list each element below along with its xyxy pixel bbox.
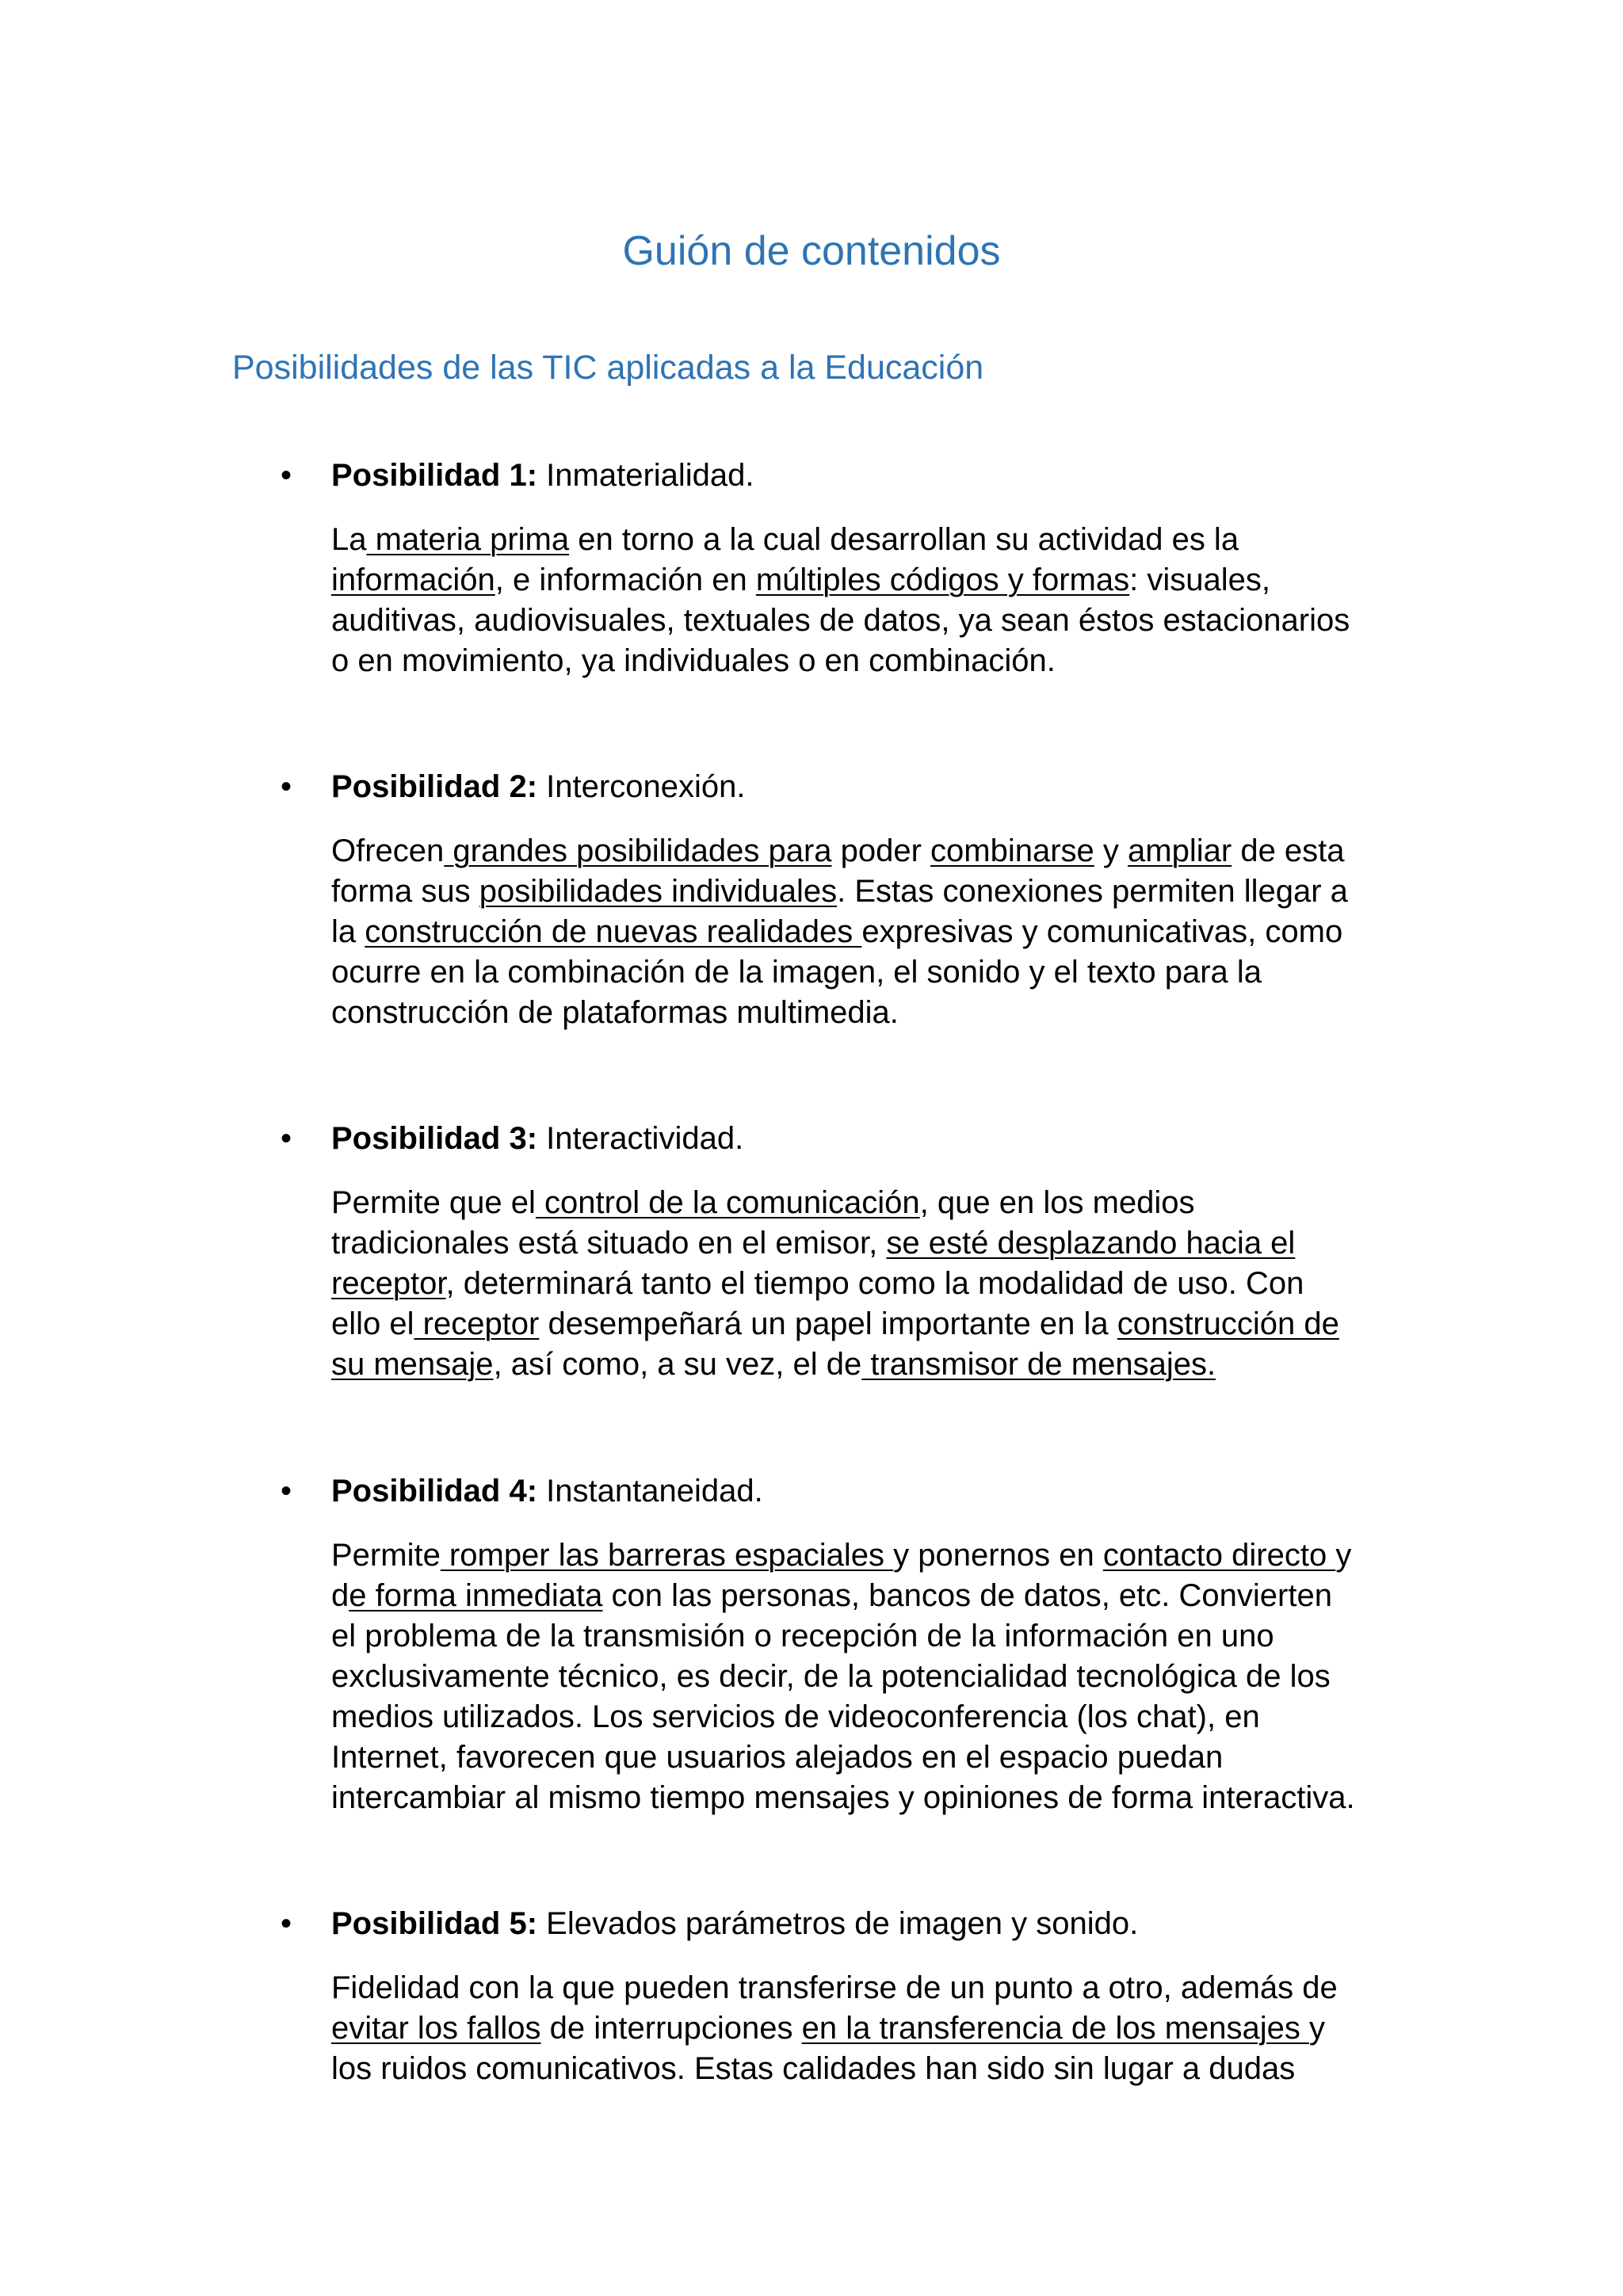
paragraph-line — [331, 1697, 1393, 1737]
text-run: Permite — [331, 1538, 441, 1573]
item-label: Posibilidad 3: — [331, 1121, 538, 1156]
paragraph-line — [331, 1737, 1393, 1778]
paragraph-line — [331, 560, 1393, 601]
underlined-text: transmisor de mensajes. — [861, 1347, 1216, 1382]
text-run: o en movimiento, ya individuales o en combinación. — [331, 643, 1056, 678]
text-run: forma sus — [331, 874, 479, 909]
text-run: y ponernos en — [893, 1538, 1103, 1573]
paragraph-line — [331, 831, 1393, 871]
bullet-icon: • — [281, 458, 292, 493]
paragraph-line — [331, 641, 1393, 681]
text-run: la — [331, 914, 365, 949]
text-run: en torno a la cual desarrollan su actividad es la — [569, 522, 1239, 557]
item-paragraph — [331, 520, 1393, 681]
text-run: el problema de la transmisión o recepción de la información en uno — [331, 1619, 1274, 1653]
text-run: , determinará tanto el tiempo como la modalidad de uso. Con — [445, 1266, 1304, 1301]
text-run: y — [1094, 833, 1128, 868]
text-run: ocurre en la combinación de la imagen, el sonido y el texto para la — [331, 955, 1262, 990]
paragraph-line — [331, 601, 1393, 641]
text-run: Ofrecen — [331, 833, 445, 868]
text-run: de esta — [1232, 833, 1345, 868]
underlined-text: contacto directo — [1102, 1538, 1336, 1573]
paragraph-line — [331, 952, 1393, 993]
text-run: de interrupciones — [540, 2011, 802, 2046]
item-paragraph — [331, 831, 1393, 1033]
underlined-text: control de la comunicación — [535, 1185, 920, 1220]
text-run: expresivas y comunicativas, como — [861, 914, 1343, 949]
text-run: exclusivamente técnico, es decir, de la potencialidad tecnológica de los — [331, 1659, 1331, 1694]
paragraph-line — [331, 1778, 1393, 1818]
text-run: . Estas conexiones permiten llegar a — [837, 874, 1348, 909]
paragraph-line — [331, 993, 1393, 1033]
text-run: Internet, favorecen que usuarios alejados en el espacio puedan — [331, 1740, 1224, 1775]
paragraph-line — [331, 520, 1393, 560]
item-paragraph — [331, 1968, 1393, 2089]
paragraph-line — [331, 2049, 1393, 2089]
text-run: intercambiar al mismo tiempo mensajes y opiniones de forma interactiva. — [331, 1780, 1355, 1815]
item-label: Posibilidad 5: — [331, 1906, 538, 1941]
text-run: d — [331, 1578, 349, 1613]
item-name: Inmaterialidad. — [537, 458, 754, 493]
item-heading — [331, 1118, 743, 1159]
text-run: Fidelidad con la que pueden transferirse de un punto a otro, además de — [331, 1970, 1338, 2005]
text-run: ello el — [331, 1306, 414, 1341]
underlined-text: receptor — [414, 1306, 540, 1341]
paragraph-line — [331, 1183, 1393, 1223]
underlined-text: construcción de — [1117, 1306, 1339, 1341]
underlined-text: se esté desplazando hacia el — [886, 1226, 1296, 1261]
underlined-text: posibilidades individuales — [479, 874, 838, 909]
item-name: Interactividad. — [537, 1121, 744, 1156]
paragraph-line — [331, 1968, 1393, 2008]
underlined-text: receptor — [331, 1266, 446, 1301]
text-run: los ruidos comunicativos. Estas calidades han sido sin lugar a dudas — [331, 2051, 1296, 2086]
text-run: , así como, a su vez, el de — [493, 1347, 862, 1382]
text-run: Permite que el — [331, 1185, 536, 1220]
paragraph-line — [331, 1223, 1393, 1264]
text-run: con las personas, bancos de datos, etc. Convierten — [602, 1578, 1332, 1613]
document-title: Guión de contenidos — [622, 228, 1001, 274]
item-name: Instantaneidad. — [537, 1474, 763, 1508]
underlined-text: múltiples códigos y formas — [755, 563, 1130, 597]
item-label: Posibilidad 1: — [331, 458, 538, 493]
underlined-text: su mensaje — [331, 1347, 494, 1382]
underlined-text: e forma inmediata — [349, 1578, 603, 1613]
paragraph-line — [331, 1576, 1393, 1616]
item-label: Posibilidad 2: — [331, 769, 538, 804]
underlined-text: en la transferencia de los mensajes — [801, 2011, 1310, 2046]
item-heading — [331, 1903, 1138, 1944]
text-run: tradicionales está situado en el emisor, — [331, 1226, 887, 1261]
paragraph-line — [331, 1264, 1393, 1304]
item-heading — [331, 455, 754, 496]
text-run: : visuales, — [1129, 563, 1270, 597]
underlined-text: evitar los fallos — [331, 2011, 541, 2046]
section-heading: Posibilidades de las TIC aplicadas a la Educación — [232, 349, 984, 387]
underlined-text: información — [331, 563, 495, 597]
paragraph-line — [331, 1616, 1393, 1657]
text-run: y — [1309, 2011, 1326, 2046]
bullet-icon: • — [281, 1906, 292, 1941]
paragraph-line — [331, 1344, 1393, 1385]
underlined-text: materia prima — [366, 522, 570, 557]
item-paragraph — [331, 1535, 1393, 1818]
text-run: poder — [831, 833, 931, 868]
item-label: Posibilidad 4: — [331, 1474, 538, 1508]
text-run: construcción de plataformas multimedia. — [331, 995, 899, 1030]
text-run: desempeñará un papel importante en la — [539, 1306, 1117, 1341]
text-run: y — [1335, 1538, 1352, 1573]
underlined-text: construcción de nuevas realidades — [365, 914, 862, 949]
text-run: La — [331, 522, 367, 557]
bullet-icon: • — [281, 1121, 292, 1156]
item-heading — [331, 766, 745, 807]
paragraph-line — [331, 1304, 1393, 1344]
item-paragraph — [331, 1183, 1393, 1385]
paragraph-line — [331, 1657, 1393, 1697]
text-run: medios utilizados. Los servicios de videoconferencia (los chat), en — [331, 1699, 1260, 1734]
bullet-icon: • — [281, 769, 292, 804]
text-run: , e información en — [495, 563, 756, 597]
item-heading — [331, 1470, 763, 1512]
paragraph-line — [331, 1535, 1393, 1576]
bullet-icon: • — [281, 1474, 292, 1508]
underlined-text: combinarse — [930, 833, 1094, 868]
text-run: , que en los medios — [919, 1185, 1195, 1220]
underlined-text: grandes posibilidades para — [444, 833, 832, 868]
underlined-text: romper las barreras espaciales — [440, 1538, 894, 1573]
paragraph-line — [331, 871, 1393, 912]
text-run: auditivas, audiovisuales, textuales de datos, ya sean éstos estacionarios — [331, 603, 1350, 638]
item-name: Interconexión. — [537, 769, 746, 804]
paragraph-line — [331, 912, 1393, 952]
item-name: Elevados parámetros de imagen y sonido. — [537, 1906, 1139, 1941]
underlined-text: ampliar — [1128, 833, 1232, 868]
paragraph-line — [331, 2008, 1393, 2049]
